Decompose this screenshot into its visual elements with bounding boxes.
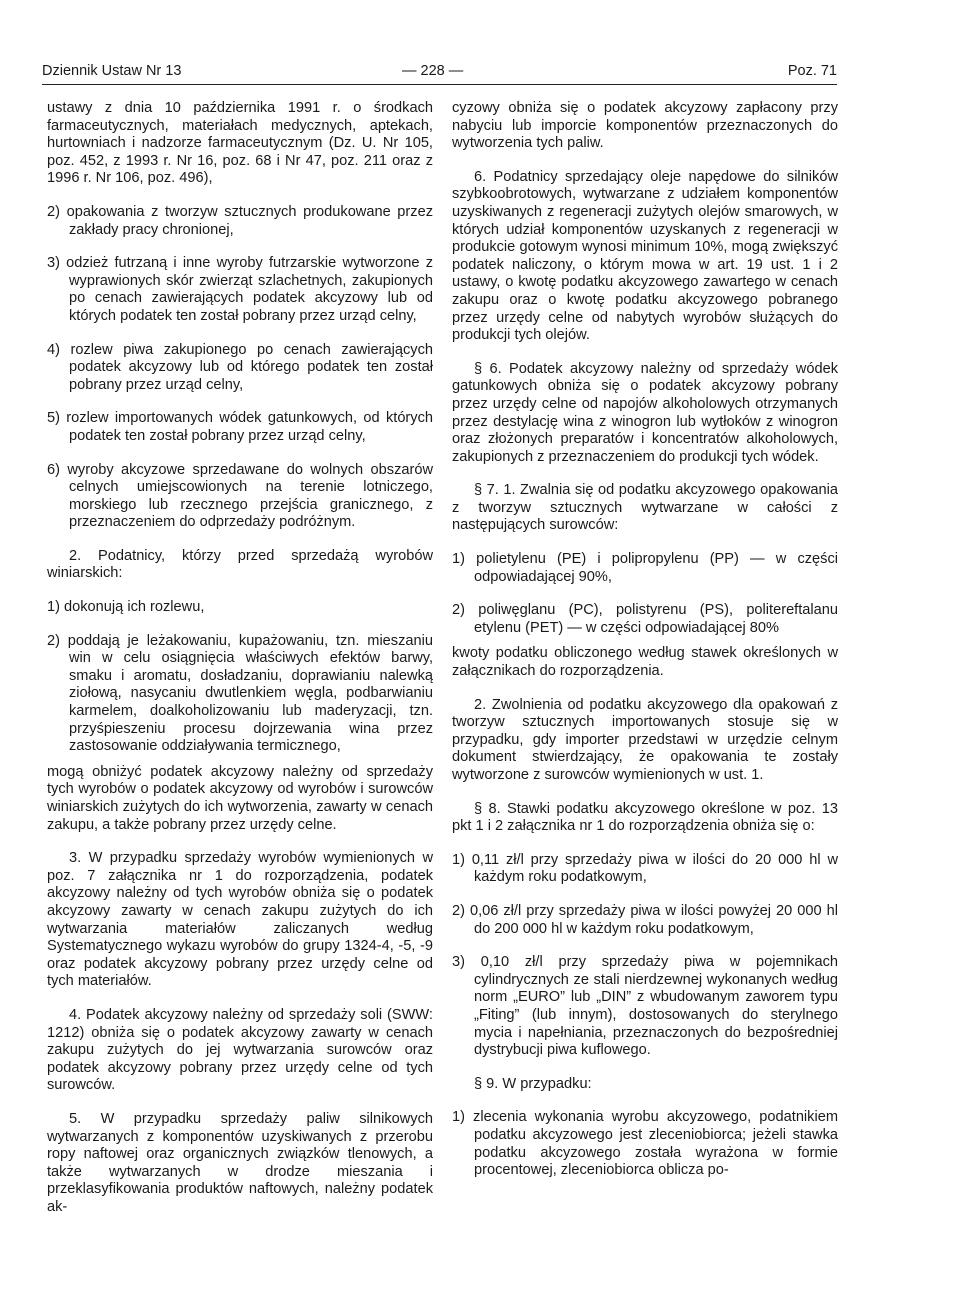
right-column	[452, 100, 838, 1196]
left-column	[47, 100, 433, 1232]
paragraph: 6. Podatnicy sprzedający oleje napędowe do silników szybkoobrotowych, wytwarzane z udziałem komponentów uzyskiwanych z regeneracji zużytych olejów smarowych, w których udział komponentów uzyskanych z regeneracji w produkcie gotowym wynosi minimum 10%, mogą zwiększyć podatek naliczony, o którym mowa w art. 19 ust. 1 i 2 ustawy, o kwotę podatku akcyzowego zawartego w cenach zakupu oraz o kwotę podatku akcyzowego pobranego przez urzędy celne od nabytych wyrobów służących do produkcji tych olejów.	[452, 168, 838, 344]
list-item: 2) opakowania z tworzyw sztucznych produkowane przez zakłady pracy chronionej,	[47, 203, 433, 238]
section-paragraph: § 6. Podatek akcyzowy należny od sprzedaży wódek gatunkowych obniża się o podatek akcyzowy pobrany przez urzędy celne od napojów alkoholowych otrzymanych przez destylację wina z winogron lub wytłoków z winogron oraz złożonych preparatów i koncentratów alkoholowych, zakupionych z przeznaczeniem do produkcji tych wódek.	[452, 360, 838, 465]
paragraph: 4. Podatek akcyzowy należny od sprzedaży soli (SWW: 1212) obniża się o podatek akcyzowy zawarty w cenach zakupu zużytych do jej wytwarzania surowców oraz podatek akcyzowy pobrany przez urzędy celne od tych surowców.	[47, 1006, 433, 1094]
list-item: 1) dokonują ich rozlewu,	[47, 599, 205, 616]
section-paragraph: § 9. W przypadku:	[474, 1075, 592, 1092]
list-item: 2) poddają je leżakowaniu, kupażowaniu, tzn. mieszaniu win w celu osiągnięcia właściwych efektów barwy, smaku i aromatu, dosładzaniu, doprawianiu nalewką ziołową, nasycaniu dwutlenkiem węgla, podbarwianiu karmelem, doalkoholizowaniu lub maderyzacji, tzn. przyśpieszeniu procesu dojrzewania wina przez zastosowanie oddziaływania termicznego,	[47, 632, 433, 755]
paragraph-continuation: cyzowy obniża się o podatek akcyzowy zapłacony przy nabyciu lub imporcie komponentów przeznaczonych do wytworzenia tych paliw.	[452, 100, 838, 152]
list-item: 1) 0,11 zł/l przy sprzedaży piwa w ilości do 20 000 hl w każdym roku podatkowym,	[452, 851, 838, 886]
paragraph-continuation: kwoty podatku obliczonego według stawek określonych w załącznikach do rozporządzenia.	[452, 645, 838, 680]
position-number: Poz. 71	[787, 63, 837, 79]
section-paragraph: § 8. Stawki podatku akcyzowego określone w poz. 13 pkt 1 i 2 załącznika nr 1 do rozporządzenia obniża się o:	[452, 800, 838, 835]
list-item: 1) zlecenia wykonania wyrobu akcyzowego, podatnikiem podatku akcyzowego jest zleceniobiorca; jeżeli stawka podatku akcyzowego została wyrażona w formie procentowej, zleceniobiorca oblicza po-	[452, 1109, 838, 1179]
paragraph: 2. Zwolnienia od podatku akcyzowego dla opakowań z tworzyw sztucznych importowanych stosuje się w przypadku, gdy importer przedstawi w urzędzie celnym dokument stwierdzający, że opakowania te zostały wytworzone z surowców wymienionych w ust. 1.	[452, 696, 838, 783]
list-item: 5) rozlew importowanych wódek gatunkowych, od których podatek ten został pobrany przez urząd celny,	[47, 410, 433, 444]
page-header	[42, 62, 837, 85]
list-item: 2) 0,06 zł/l przy sprzedaży piwa w ilości powyżej 20 000 hl do 200 000 hl w każdym roku podatkowym,	[452, 902, 838, 937]
list-item: 1) polietylenu (PE) i polipropylenu (PP) — w części odpowiadającej 90%,	[452, 551, 838, 585]
list-item: 6) wyroby akcyzowe sprzedawane do wolnych obszarów celnych umiejscowionych na terenie lotniczego, morskiego lub rzecznego przejścia granicznego, z przeznaczeniem do odprzedaży podróżnym.	[47, 461, 433, 531]
paragraph-continuation: mogą obniżyć podatek akcyzowy należny od sprzedaży tych wyrobów o podatek akcyzowy od wyrobów i surowców winiarskich zużytych do ich wytworzenia, zawarty w cenach zakupu, a także pobrany przez urzędy celne.	[47, 763, 433, 833]
paragraph: 5. W przypadku sprzedaży paliw silnikowych wytwarzanych z komponentów uzyskiwanych z przerobu ropy naftowej oraz organicznych związków tlenowych, a także wytwarzanych w drodze mieszania i przeklasyfikowania produktów naftowych, należny podatek ak-	[47, 1110, 433, 1215]
page-number: — 228 —	[402, 63, 464, 79]
journal-title: Dziennik Ustaw Nr 13	[42, 63, 182, 79]
list-item: 3) 0,10 zł/l przy sprzedaży piwa w pojemnikach cylindrycznych ze stali nierdzewnej wykonanych według norm „EURO” lub „DIN” z wbudowanym zaworem typu „Fiting” (lub innym), dostosowanych do sterylnego mycia i napełniania, przeznaczonych do bezpośredniej dystrybucji piwa kuflowego.	[452, 954, 838, 1059]
paragraph-continuation: ustawy z dnia 10 października 1991 r. o środkach farmaceutycznych, materiałach medycznych, aptekach, hurtowniach i nadzorze farmaceutycznym (Dz. U. Nr 105, poz. 452, z 1993 r. Nr 16, poz. 68 i Nr 47, poz. 211 oraz z 1996 r. Nr 106, poz. 496),	[47, 100, 433, 187]
list-item: 4) rozlew piwa zakupionego po cenach zawierających podatek akcyzowy lub od którego podatek ten został pobrany przez urząd celny,	[47, 341, 433, 393]
list-item: 3) odzież futrzaną i inne wyroby futrzarskie wytworzone z wyprawionych skór zwierząt szlachetnych, zakupionych po cenach zawierających podatek akcyzowy lub od których podatek ten został pobrany przez urząd celny,	[47, 255, 433, 324]
section-paragraph: § 7. 1. Zwalnia się od podatku akcyzowego opakowania z tworzyw sztucznych wytwarzane w całości z następujących surowców:	[452, 482, 838, 534]
paragraph: 2. Podatnicy, którzy przed sprzedażą wyrobów winiarskich:	[47, 547, 433, 582]
list-item: 2) poliwęglanu (PC), polistyrenu (PS), politereftalanu etylenu (PET) — w części odpowiadającej 80%	[452, 602, 838, 636]
paragraph: 3. W przypadku sprzedaży wyrobów wymienionych w poz. 7 załącznika nr 1 do rozporządzenia, podatek akcyzowy należny od tych wyrobów obniża się o podatek akcyzowy zawarty w cenach zakupu zużytych do ich wytwarzania materiałów zaliczanych według Systematycznego wykazu wyrobów do grupy 1324-4, -5, -9 oraz podatek akcyzowy pobrany przez urzędy celne od tych materiałów.	[47, 850, 433, 990]
